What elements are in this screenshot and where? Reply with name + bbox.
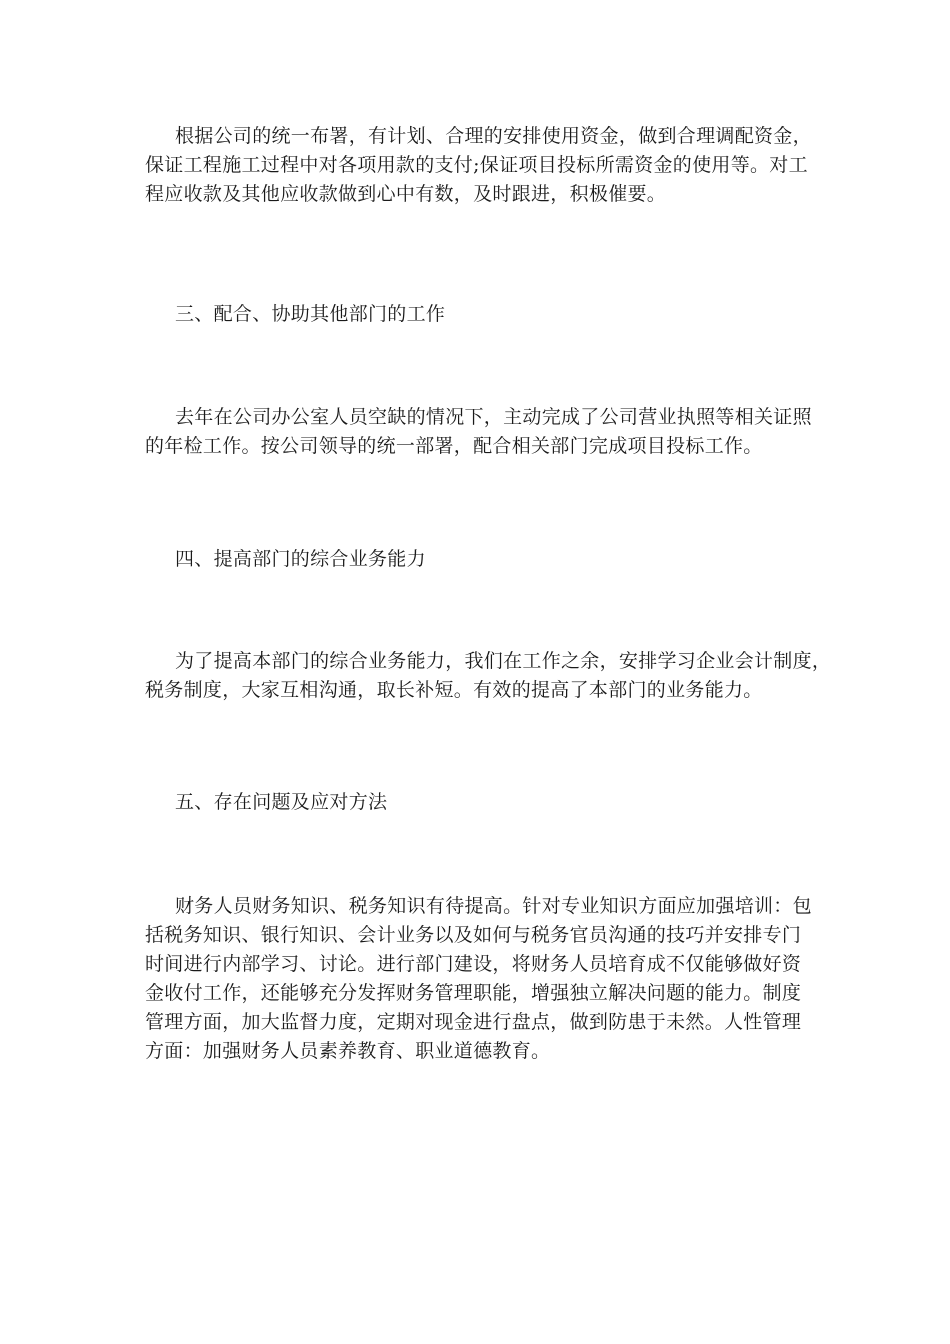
paragraph-cooperation <box>145 403 815 461</box>
paragraph-funds-management <box>145 122 815 209</box>
paragraph-line: 为了提高本部门的综合业务能力，我们在工作之余，安排学习企业会计制度， <box>175 650 832 672</box>
paragraph-line: 去年在公司办公室人员空缺的情况下，主动完成了公司营业执照等相关证照 <box>175 406 812 428</box>
paragraph-line: 金收付工作，还能够充分发挥财务管理职能，增强独立解决问题的能力。制度 <box>145 982 802 1004</box>
paragraph-line: 税务制度，大家互相沟通，取长补短。有效的提高了本部门的业务能力。 <box>145 679 763 701</box>
section-heading-3: 三、配合、协助其他部门的工作 <box>175 303 446 325</box>
paragraph-line: 根据公司的统一布署，有计划、合理的安排使用资金，做到合理调配资金， <box>175 125 812 147</box>
paragraph-line: 管理方面，加大监督力度，定期对现金进行盘点，做到防患于未然。人性管理 <box>145 1011 802 1033</box>
paragraph-line: 保证工程施工过程中对各项用款的支付;保证项目投标所需资金的使用等。对工 <box>145 154 808 176</box>
paragraph-line: 时间进行内部学习、讨论。进行部门建设，将财务人员培育成不仅能够做好资 <box>145 953 802 975</box>
paragraph-line: 括税务知识、银行知识、会计业务以及如何与税务官员沟通的技巧并安排专门 <box>145 924 802 946</box>
paragraph-line: 的年检工作。按公司领导的统一部署，配合相关部门完成项目投标工作。 <box>145 435 763 457</box>
paragraph-business-ability <box>145 647 832 705</box>
paragraph-line: 方面：加强财务人员素养教育、职业道德教育。 <box>145 1040 551 1062</box>
paragraph-problems-solutions <box>145 892 815 1066</box>
paragraph-line: 财务人员财务知识、税务知识有待提高。针对专业知识方面应加强培训：包 <box>175 895 812 917</box>
paragraph-line: 程应收款及其他应收款做到心中有数，及时跟进，积极催要。 <box>145 183 667 205</box>
section-heading-4: 四、提高部门的综合业务能力 <box>175 548 426 570</box>
section-heading-5: 五、存在问题及应对方法 <box>175 791 388 813</box>
